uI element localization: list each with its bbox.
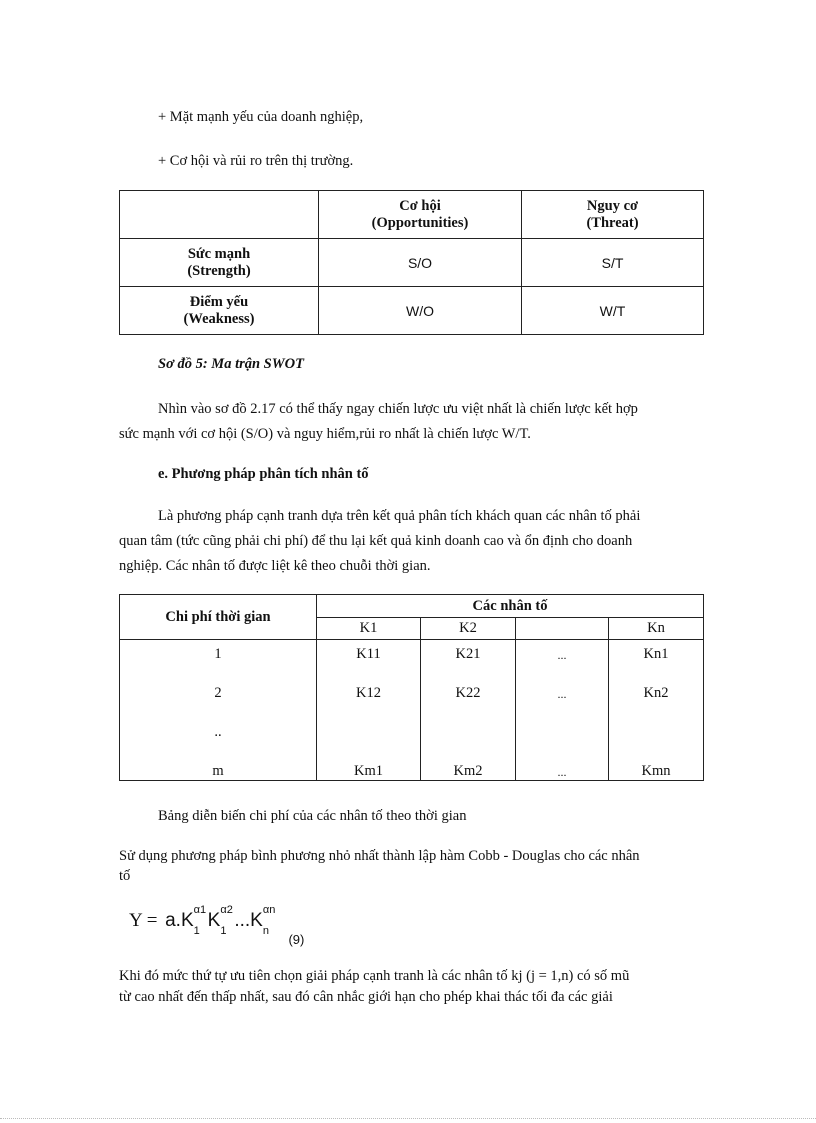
cell-wo: W/O [319,287,522,335]
header-opportunities [319,191,522,239]
cell: Kmn [641,763,671,779]
paragraph-line: Nhìn vào sơ đồ 2.17 có thể thấy ngay chiến lược ưu việt nhất là chiến lược kết hợp [158,401,638,417]
header-time-cost: Chi phí thời gian [120,595,317,640]
swot-caption: Sơ đồ 5: Ma trận SWOT [158,356,304,372]
paragraph-line: Là phương pháp cạnh tranh dựa trên kết quả phân tích khách quan các nhân tố phải [158,508,641,524]
column-header [516,618,609,640]
header-sublabel: (Opportunities) [371,214,469,231]
cell: K22 [455,685,481,701]
cell [609,718,703,757]
formula-term-1-scripts [193,902,208,937]
formula-lhs: Y = [129,910,158,931]
paragraph-line: nghiệp. Các nhân tố được liệt kê theo chuỗi thời gian. [119,558,431,574]
row-label: Sức mạnh [187,245,251,262]
cell: Kn1 [643,646,669,662]
k2-column [421,640,516,781]
cell: ... [557,648,567,662]
paragraph-line: quan tâm (tức cũng phải chi phí) để thu lại kết quả kinh doanh cao và ổn định cho doanh [119,533,633,549]
time-column [120,640,317,781]
row-weakness [120,287,319,335]
header-label: Nguy cơ [586,197,639,214]
cell: Kn2 [643,685,669,701]
subscript: 1 [193,925,200,937]
cell: m [212,763,224,779]
subscript: 1 [220,925,227,937]
cell: K11 [356,646,381,662]
ellipsis-column [516,640,609,781]
paragraph-line: Khi đó mức thứ tự ưu tiên chọn giải pháp cạnh tranh là các nhân tố kj (j = 1,n) có số mũ [119,968,630,984]
equation-number: (9) [288,932,305,947]
cobb-douglas-formula [129,902,304,950]
formula-term-n-scripts [262,902,279,937]
cell [516,718,608,757]
table-row [120,287,704,335]
cell-wt: W/T [522,287,704,335]
table-row [120,595,704,618]
superscript: α1 [193,904,207,916]
bullet-opportunities: + Cơ hội và rủi ro trên thị trường. [158,153,354,169]
superscript: α2 [220,904,233,916]
factors-table [119,594,704,781]
cell: 1 [214,646,222,662]
cell: K21 [455,646,481,662]
table-caption: Bảng diễn biến chi phí của các nhân tố theo thời gian [158,808,467,824]
paragraph-line: từ cao nhất đến thấp nhất, sau đó cân nhắc giới hạn cho phép khai thác tối đa các giải [119,989,613,1005]
superscript: αn [262,904,276,916]
cell: .. [214,724,222,740]
swot-matrix [119,190,704,335]
column-header: K2 [421,618,516,640]
subscript: n [262,925,269,937]
column-header: Kn [609,618,704,640]
row-sublabel: (Strength) [187,262,251,279]
cell-st: S/T [522,239,704,287]
cell [317,718,420,757]
header-sublabel: (Threat) [586,214,639,231]
column-header: K1 [317,618,421,640]
table-row [120,191,704,239]
page-edge-divider [0,1118,816,1119]
header-label: Cơ hội [399,197,441,214]
row-label: Điểm yếu [189,293,249,310]
k1-column [317,640,421,781]
section-heading: e. Phương pháp phân tích nhân tố [158,466,369,482]
kn-column [609,640,704,781]
header-factors: Các nhân tố [317,595,704,618]
formula-ellipsis-factor: ...K [234,910,263,931]
row-sublabel: (Weakness) [183,310,255,327]
cell: 2 [214,685,222,701]
cell [421,718,515,757]
table-row [120,239,704,287]
cell-so: S/O [319,239,522,287]
bullet-strengths: + Mặt mạnh yếu của doanh nghiệp, [158,109,364,125]
cell: ... [557,765,567,779]
cell: K12 [356,685,381,701]
cell: Km2 [453,763,483,779]
paragraph-line: Sử dụng phương pháp bình phương nhỏ nhất thành lập hàm Cobb - Douglas cho các nhân [119,848,640,864]
empty-cell [120,191,319,239]
header-threat [522,191,704,239]
paragraph-line: sức mạnh với cơ hội (S/O) và nguy hiểm,rủi ro nhất là chiến lược W/T. [119,426,531,442]
formula-term-2-scripts [220,902,234,937]
formula-factor: K [207,910,221,931]
formula-coefficient: a.K [165,910,194,931]
row-strength [120,239,319,287]
cell: Km1 [354,763,383,779]
table-body-row [120,640,704,781]
cell: ... [557,687,567,701]
paragraph-line: tố [119,868,131,884]
